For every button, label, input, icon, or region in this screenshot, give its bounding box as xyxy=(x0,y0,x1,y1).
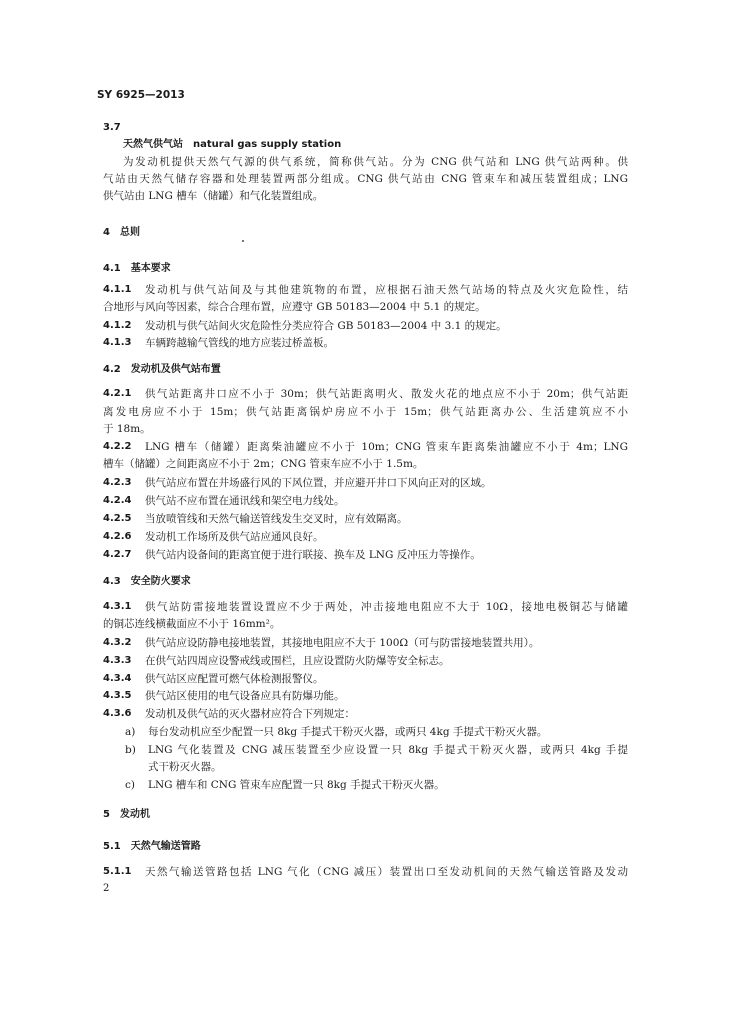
clause-text: 天然气输送管路包括 LNG 气化（CNG 减压）装置出口至发动机间的天然气输送管路及发动 xyxy=(145,866,628,878)
clause-text: LNG 槽车（储罐）距离柴油罐应不小于 10m；CNG 管束车距离柴油罐应不小于 4m；LNG xyxy=(145,441,628,453)
clause-text: 在供气站四周应设警戒线或围栏，且应设置防火防爆等安全标志。 xyxy=(145,655,450,667)
clause-text: 供气站距离井口应不小于 30m；供气站距离明火、散发火花的地点应不小于 20m；供气站距 xyxy=(145,388,628,400)
standard-code: SY 6925—2013 xyxy=(97,89,185,101)
clause-text: 发动机工作场所及供气站应通风良好。 xyxy=(145,531,324,543)
clause-number: 3.7 xyxy=(103,122,121,133)
clause-text: 离发电房应不小于 15m；供气站距离锅炉房应不小于 15m；供气站距离办公、生活建筑应不小 xyxy=(103,406,628,418)
clause-number: 4.3.1 xyxy=(103,601,132,612)
section-heading: 5.1 天然气输送管路 xyxy=(103,841,201,852)
list-item-text: LNG 槽车和 CNG 管束车应配置一只 8kg 手提式干粉灭火器。 xyxy=(148,779,445,791)
clause-text: 供气站不应布置在通讯线和架空电力线处。 xyxy=(145,495,345,507)
clause-text: 供气站区使用的电气设备应具有防爆功能。 xyxy=(145,690,345,702)
clause-text: 槽车（储罐）之间距离应不小于 2m；CNG 管束车应不小于 1.5m。 xyxy=(103,458,424,470)
list-item-text: 式干粉灭火器。 xyxy=(148,761,222,773)
clause-text: 车辆跨越输气管线的地方应装过桥盖板。 xyxy=(145,337,334,349)
clause-text: 供气站应设防静电接地装置，其接地电阻应不大于 100Ω（可与防雷接地装置共用）。 xyxy=(145,637,540,649)
clause-text: 当放喷管线和天然气输送管线发生交叉时，应有效隔离。 xyxy=(145,513,408,525)
clause-number: 4.2.2 xyxy=(103,441,132,452)
clause-text: 发动机及供气站的灭火器材应符合下列规定： xyxy=(145,708,355,720)
clause-number: 4.3.5 xyxy=(103,690,132,701)
clause-number: 4.3.3 xyxy=(103,655,132,666)
clause-text: 供气站内设备间的距离宜便于进行联接、换车及 LNG 反冲压力等操作。 xyxy=(145,549,481,561)
clause-number: 4.2.5 xyxy=(103,513,132,524)
clause-number: 4.3.4 xyxy=(103,673,132,684)
term-title: 天然气供气站 natural gas supply station xyxy=(123,139,342,150)
clause-number: 5.1.1 xyxy=(103,866,132,877)
list-item-text: LNG 气化装置及 CNG 减压装置至少应设置一只 8kg 手提式干粉灭火器，或两只 4kg 手提 xyxy=(148,744,628,756)
section-heading: 4.3 安全防火要求 xyxy=(103,576,191,587)
definition-line: 供气站由 LNG 槽车（储罐）和气化装置组成。 xyxy=(103,190,324,202)
chapter-heading: 5 发动机 xyxy=(103,809,150,820)
list-item-text: 每台发动机应至少配置一只 8kg 手提式干粉灭火器，或两只 4kg 手提式干粉灭火器。 xyxy=(148,726,548,738)
clause-text: 发动机与供气站间及与其他建筑物的布置，应根据石油天然气站场的特点及火灾危险性，结 xyxy=(145,284,628,296)
clause-number: 4.1.1 xyxy=(103,284,132,295)
page-number: 2 xyxy=(103,883,110,894)
scan-speck xyxy=(242,240,244,242)
list-marker: a) xyxy=(125,726,136,738)
clause-number: 4.1.3 xyxy=(103,337,132,348)
clause-text: 供气站防雷接地装置设置应不少于两处，冲击接地电阻应不大于 10Ω，接地电极铜芯与储罐 xyxy=(145,601,628,613)
section-heading: 4.2 发动机及供气站布置 xyxy=(103,364,221,375)
clause-text: 的铜芯连线横截面应不小于 16mm²。 xyxy=(103,618,281,630)
list-marker: c) xyxy=(125,779,135,791)
clause-text: 于 18m。 xyxy=(103,423,151,435)
clause-number: 4.2.1 xyxy=(103,388,132,399)
clause-number: 4.2.6 xyxy=(103,531,132,542)
clause-text: 供气站应布置在井场盛行风的下风位置，并应避开井口下风向正对的区域。 xyxy=(145,477,492,489)
clause-text: 发动机与供气站间火灾危险性分类应符合 GB 50183—2004 中 3.1 的规定。 xyxy=(145,320,507,332)
clause-text: 合地形与风向等因素，综合合理布置，应遵守 GB 50183—2004 中 5.1 的规定。 xyxy=(103,301,486,313)
definition-line: 为发动机提供天然气气源的供气系统，简称供气站。分为 CNG 供气站和 LNG 供气站两种。供 xyxy=(123,156,628,168)
clause-number: 4.2.3 xyxy=(103,477,132,488)
chapter-heading: 4 总则 xyxy=(103,227,140,238)
list-marker: b) xyxy=(125,744,136,756)
clause-number: 4.1.2 xyxy=(103,320,132,331)
clause-number: 4.2.4 xyxy=(103,495,132,506)
clause-text: 供气站区应配置可燃气体检测报警仪。 xyxy=(145,673,324,685)
clause-number: 4.3.6 xyxy=(103,708,132,719)
clause-number: 4.3.2 xyxy=(103,637,132,648)
section-heading: 4.1 基本要求 xyxy=(103,263,171,274)
definition-line: 气站由天然气储存容器和处理装置两部分组成。CNG 供气站由 CNG 管束车和减压装置组成；LNG xyxy=(103,173,628,185)
clause-number: 4.2.7 xyxy=(103,549,132,560)
